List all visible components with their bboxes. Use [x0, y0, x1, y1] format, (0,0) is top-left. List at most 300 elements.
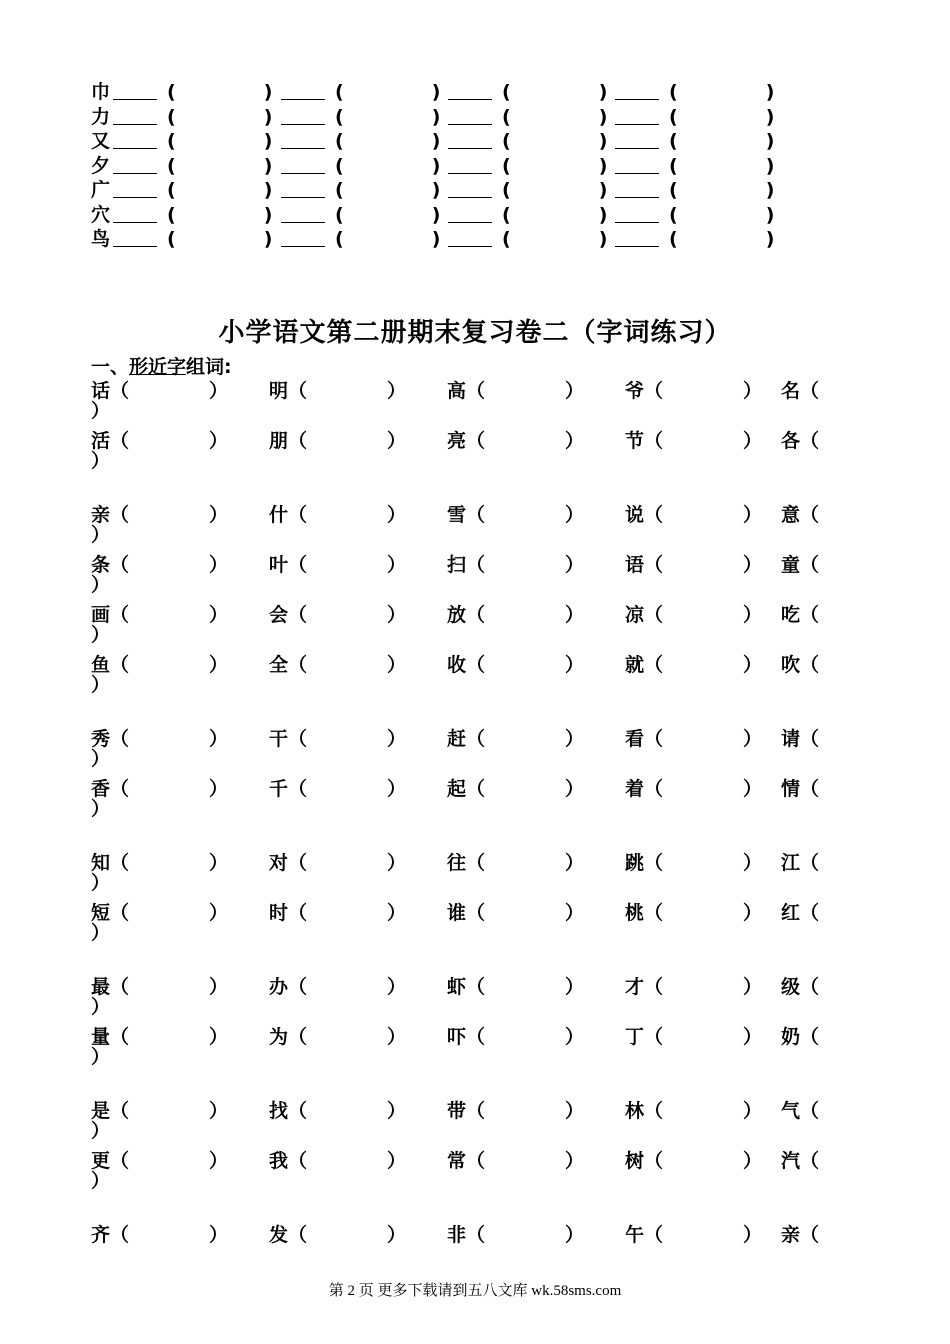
page-title: 小学语文第二册期末复习卷二（字词练习）: [218, 318, 732, 348]
exercise-item: [781, 726, 819, 752]
answer-close-paren: ）: [387, 554, 407, 576]
exercise-char: 扫: [447, 554, 467, 576]
open-paren: (: [335, 105, 344, 128]
exercise-char: 是: [91, 1100, 111, 1122]
wrapped-close-paren: ）: [91, 674, 111, 696]
answer-open-paren[interactable]: （: [288, 380, 308, 402]
fill-blank[interactable]: [281, 179, 325, 198]
answer-close-paren: ）: [209, 380, 229, 402]
radical-blank-group: [615, 129, 774, 154]
exercise-item: [625, 776, 762, 802]
answer-open-paren[interactable]: （: [644, 554, 664, 576]
exercise-item: [625, 1024, 762, 1050]
radical-blank-group: [281, 80, 440, 105]
exercise-item: [781, 974, 819, 1000]
exercise-item: [91, 428, 228, 454]
exercise-item: [91, 974, 228, 1000]
answer-open-paren[interactable]: （: [288, 852, 308, 874]
answer-open-paren[interactable]: （: [644, 852, 664, 874]
exercise-row: [91, 428, 851, 478]
exercise-item: [91, 502, 228, 528]
radical-blank-group: [615, 227, 774, 252]
radical-blank-group: [615, 105, 774, 130]
fill-blank[interactable]: [615, 179, 659, 198]
exercise-item: [91, 900, 228, 926]
answer-open-paren[interactable]: （: [288, 604, 308, 626]
answer-close-paren: ）: [387, 380, 407, 402]
close-paren: ): [598, 130, 608, 152]
answer-open-paren[interactable]: （: [644, 1150, 664, 1172]
fill-blank[interactable]: [281, 204, 325, 223]
answer-open-paren[interactable]: （: [644, 1026, 664, 1048]
close-paren: ): [263, 130, 273, 152]
exercise-item: [625, 378, 762, 404]
open-paren: (: [669, 130, 678, 152]
open-paren: (: [167, 228, 176, 250]
exercise-char: 亲: [91, 504, 111, 526]
answer-close-paren: ）: [209, 778, 229, 800]
answer-open-paren[interactable]: （: [644, 380, 664, 402]
fill-blank[interactable]: [615, 155, 659, 174]
exercise-char: 对: [269, 852, 289, 874]
exercise-char: 话: [91, 380, 111, 402]
exercise-char: 请: [781, 728, 801, 750]
answer-open-paren[interactable]: （: [466, 902, 486, 924]
fill-blank[interactable]: [113, 106, 157, 125]
exercise-item: [781, 502, 819, 528]
radical-blank-group: [281, 105, 440, 130]
exercise-row: [91, 850, 851, 900]
exercise-item: [625, 900, 762, 926]
answer-close-paren: ）: [743, 852, 763, 874]
answer-open-paren[interactable]: （: [800, 654, 820, 676]
radical-blank-group: [448, 203, 607, 228]
answer-close-paren: ）: [209, 1224, 229, 1246]
exercise-item: [781, 776, 819, 802]
answer-open-paren[interactable]: （: [110, 902, 130, 924]
answer-open-paren[interactable]: （: [466, 1150, 486, 1172]
answer-open-paren[interactable]: （: [800, 778, 820, 800]
answer-close-paren: ）: [209, 902, 229, 924]
fill-blank[interactable]: [615, 228, 659, 247]
answer-close-paren: ）: [209, 430, 229, 452]
exercise-char: 丁: [625, 1026, 645, 1048]
exercise-char: 语: [625, 554, 645, 576]
exercise-char: 干: [269, 728, 289, 750]
answer-open-paren[interactable]: （: [110, 728, 130, 750]
exercise-char: 桃: [625, 902, 645, 924]
radical-blank-group: [615, 203, 774, 228]
close-paren: ): [431, 130, 441, 152]
answer-open-paren[interactable]: （: [800, 852, 820, 874]
exercise-char: 为: [269, 1026, 289, 1048]
answer-close-paren: ）: [743, 380, 763, 402]
answer-close-paren: ）: [743, 1224, 763, 1246]
answer-close-paren: ）: [565, 1026, 585, 1048]
answer-open-paren[interactable]: （: [644, 654, 664, 676]
answer-open-paren[interactable]: （: [800, 380, 820, 402]
exercise-char: 着: [625, 778, 645, 800]
answer-open-paren[interactable]: （: [288, 1224, 308, 1246]
answer-open-paren[interactable]: （: [644, 902, 664, 924]
exercise-char: 各: [781, 430, 801, 452]
answer-open-paren[interactable]: （: [110, 604, 130, 626]
open-paren: (: [335, 154, 344, 177]
fill-blank[interactable]: [281, 130, 325, 149]
fill-blank[interactable]: [615, 204, 659, 223]
answer-open-paren[interactable]: （: [110, 1150, 130, 1172]
fill-blank[interactable]: [113, 81, 157, 100]
exercise-char: 条: [91, 554, 111, 576]
answer-open-paren[interactable]: （: [800, 430, 820, 452]
exercise-item: [625, 1098, 762, 1124]
answer-open-paren[interactable]: （: [644, 1224, 664, 1246]
section-suffix: 组词:: [186, 356, 232, 378]
exercise-char: 办: [269, 976, 289, 998]
exercise-char: 活: [91, 430, 111, 452]
exercise-char: 放: [447, 604, 467, 626]
exercise-item: [269, 602, 406, 628]
answer-open-paren[interactable]: （: [800, 1224, 820, 1246]
answer-close-paren: ）: [743, 902, 763, 924]
close-paren: ): [263, 179, 273, 201]
answer-open-paren[interactable]: （: [644, 976, 664, 998]
exercise-char: 说: [625, 504, 645, 526]
answer-close-paren: ）: [387, 1026, 407, 1048]
exercise-item: [447, 552, 584, 578]
exercise-char: 树: [625, 1150, 645, 1172]
answer-open-paren[interactable]: （: [800, 554, 820, 576]
answer-open-paren[interactable]: （: [800, 504, 820, 526]
exercise-char: 气: [781, 1100, 801, 1122]
exercise-char: 最: [91, 976, 111, 998]
open-paren: (: [502, 81, 511, 103]
answer-open-paren[interactable]: （: [110, 852, 130, 874]
fill-blank[interactable]: [448, 106, 492, 125]
close-paren: ): [263, 228, 273, 250]
fill-blank[interactable]: [113, 179, 157, 198]
exercise-char: 短: [91, 902, 111, 924]
exercise-item: [91, 602, 228, 628]
answer-close-paren: ）: [743, 554, 763, 576]
answer-open-paren[interactable]: （: [288, 554, 308, 576]
answer-open-paren[interactable]: （: [800, 1100, 820, 1122]
exercise-char: 江: [781, 852, 801, 874]
exercise-char: 吹: [781, 654, 801, 676]
exercise-item: [625, 1148, 762, 1174]
answer-open-paren[interactable]: （: [110, 976, 130, 998]
exercise-char: 亮: [447, 430, 467, 452]
radical-blank-group: [448, 154, 607, 179]
wrapped-close-paren: ）: [91, 400, 111, 422]
exercise-char: 爷: [625, 380, 645, 402]
close-paren: ): [598, 179, 608, 201]
exercise-item: [91, 1148, 228, 1174]
fill-blank[interactable]: [615, 81, 659, 100]
exercise-item: [625, 1222, 762, 1248]
answer-open-paren[interactable]: （: [466, 1026, 486, 1048]
exercise-row: [91, 974, 851, 1024]
answer-close-paren: ）: [209, 504, 229, 526]
answer-open-paren[interactable]: （: [800, 728, 820, 750]
exercise-item: [269, 378, 406, 404]
answer-open-paren[interactable]: （: [110, 430, 130, 452]
exercise-char: 带: [447, 1100, 467, 1122]
exercise-char: 千: [269, 778, 289, 800]
exercise-item: [625, 552, 762, 578]
exercise-item: [269, 850, 406, 876]
answer-open-paren[interactable]: （: [288, 1100, 308, 1122]
answer-open-paren[interactable]: （: [466, 1224, 486, 1246]
answer-close-paren: ）: [565, 554, 585, 576]
answer-close-paren: ）: [387, 902, 407, 924]
page-footer: 第 2 页 更多下载请到五八文库 wk.58sms.com: [328, 1283, 622, 1299]
open-paren: (: [167, 179, 176, 201]
exercise-item: [91, 1222, 228, 1248]
open-paren: (: [167, 130, 176, 152]
close-paren: ): [598, 81, 608, 103]
answer-open-paren[interactable]: （: [110, 1100, 130, 1122]
close-paren: ): [765, 203, 775, 226]
radical-blank-group: [113, 227, 272, 252]
answer-open-paren[interactable]: （: [288, 1026, 308, 1048]
answer-open-paren[interactable]: （: [466, 778, 486, 800]
answer-close-paren: ）: [565, 728, 585, 750]
fill-blank[interactable]: [113, 130, 157, 149]
exercise-char: 齐: [91, 1224, 111, 1246]
answer-close-paren: ）: [209, 1100, 229, 1122]
exercise-item: [269, 552, 406, 578]
answer-open-paren[interactable]: （: [110, 504, 130, 526]
answer-open-paren[interactable]: （: [110, 380, 130, 402]
close-paren: ): [765, 81, 775, 103]
radical-blank-group: [281, 178, 440, 203]
exercise-item: [781, 1098, 819, 1124]
fill-blank[interactable]: [281, 81, 325, 100]
radical-blank-group: [113, 80, 272, 105]
radical-blank-group: [113, 129, 272, 154]
radical-blank-group: [281, 227, 440, 252]
open-paren: (: [335, 228, 344, 250]
exercise-item: [269, 974, 406, 1000]
answer-close-paren: ）: [387, 778, 407, 800]
wrapped-close-paren: ）: [91, 450, 111, 472]
answer-open-paren[interactable]: （: [110, 654, 130, 676]
open-paren: (: [167, 203, 176, 226]
open-paren: (: [669, 179, 678, 201]
fill-blank[interactable]: [615, 130, 659, 149]
answer-open-paren[interactable]: （: [644, 778, 664, 800]
wrapped-close-paren: ）: [91, 524, 111, 546]
fill-blank[interactable]: [113, 228, 157, 247]
radical-char: 鸟: [91, 228, 111, 250]
exercise-item: [269, 726, 406, 752]
radical-blank-group: [448, 227, 607, 252]
answer-open-paren[interactable]: （: [466, 604, 486, 626]
answer-open-paren[interactable]: （: [800, 604, 820, 626]
exercise-row: [91, 1148, 851, 1198]
exercise-item: [625, 850, 762, 876]
exercise-row: [91, 652, 851, 702]
close-paren: ): [765, 105, 775, 128]
answer-close-paren: ）: [743, 1026, 763, 1048]
fill-blank[interactable]: [281, 228, 325, 247]
exercise-item: [269, 776, 406, 802]
answer-open-paren[interactable]: （: [800, 1150, 820, 1172]
answer-open-paren[interactable]: （: [110, 778, 130, 800]
answer-close-paren: ）: [565, 852, 585, 874]
answer-open-paren[interactable]: （: [288, 654, 308, 676]
answer-open-paren[interactable]: （: [288, 504, 308, 526]
answer-close-paren: ）: [565, 654, 585, 676]
open-paren: (: [669, 81, 678, 103]
exercise-char: 高: [447, 380, 467, 402]
answer-close-paren: ）: [387, 1100, 407, 1122]
exercise-item: [625, 502, 762, 528]
open-paren: (: [502, 154, 511, 177]
answer-open-paren[interactable]: （: [466, 728, 486, 750]
exercise-item: [781, 602, 819, 628]
exercise-char: 朋: [269, 430, 289, 452]
exercise-item: [91, 726, 228, 752]
open-paren: (: [167, 154, 176, 177]
answer-close-paren: ）: [743, 976, 763, 998]
answer-open-paren[interactable]: （: [466, 504, 486, 526]
section-prefix: 一、: [91, 356, 130, 378]
wrapped-close-paren: ）: [91, 1170, 111, 1192]
answer-open-paren[interactable]: （: [466, 976, 486, 998]
answer-open-paren[interactable]: （: [466, 1100, 486, 1122]
wrapped-close-paren: ）: [91, 624, 111, 646]
answer-open-paren[interactable]: （: [466, 430, 486, 452]
exercise-row: [91, 1024, 851, 1074]
exercise-item: [269, 1222, 406, 1248]
fill-blank[interactable]: [615, 106, 659, 125]
answer-close-paren: ）: [565, 430, 585, 452]
exercise-char: 名: [781, 380, 801, 402]
answer-close-paren: ）: [565, 1100, 585, 1122]
open-paren: (: [502, 105, 511, 128]
open-paren: (: [669, 203, 678, 226]
exercise-item: [91, 850, 228, 876]
open-paren: (: [669, 228, 678, 250]
exercise-char: 更: [91, 1150, 111, 1172]
open-paren: (: [669, 105, 678, 128]
exercise-char: 童: [781, 554, 801, 576]
fill-blank[interactable]: [448, 228, 492, 247]
wrapped-close-paren: ）: [91, 922, 111, 944]
answer-open-paren[interactable]: （: [288, 778, 308, 800]
exercise-char: 就: [625, 654, 645, 676]
open-paren: (: [335, 130, 344, 152]
exercise-row: [91, 726, 851, 776]
answer-open-paren[interactable]: （: [466, 380, 486, 402]
close-paren: ): [765, 130, 775, 152]
close-paren: ): [263, 203, 273, 226]
answer-open-paren[interactable]: （: [288, 430, 308, 452]
answer-open-paren[interactable]: （: [644, 728, 664, 750]
answer-close-paren: ）: [209, 852, 229, 874]
exercise-char: 雪: [447, 504, 467, 526]
radical-char: 穴: [91, 203, 111, 226]
answer-open-paren[interactable]: （: [644, 1100, 664, 1122]
exercise-char: 非: [447, 1224, 467, 1246]
answer-close-paren: ）: [565, 380, 585, 402]
fill-blank[interactable]: [448, 155, 492, 174]
answer-open-paren[interactable]: （: [466, 852, 486, 874]
exercise-row: [91, 502, 851, 552]
answer-close-paren: ）: [743, 654, 763, 676]
exercise-char: 吓: [447, 1026, 467, 1048]
exercise-char: 亲: [781, 1224, 801, 1246]
close-paren: ): [431, 154, 441, 177]
word-exercise: [91, 378, 851, 1272]
exercise-item: [447, 378, 584, 404]
radical-char: 夕: [91, 154, 111, 177]
exercise-item: [269, 1024, 406, 1050]
exercise-item: [781, 850, 819, 876]
exercise-char: 凉: [625, 604, 645, 626]
open-paren: (: [335, 203, 344, 226]
answer-open-paren[interactable]: （: [110, 1224, 130, 1246]
radical-char: 又: [91, 130, 111, 152]
fill-blank[interactable]: [113, 155, 157, 174]
answer-open-paren[interactable]: （: [800, 1026, 820, 1048]
fill-blank[interactable]: [281, 155, 325, 174]
wrapped-close-paren: ）: [91, 798, 111, 820]
answer-open-paren[interactable]: （: [288, 1150, 308, 1172]
fill-blank[interactable]: [448, 81, 492, 100]
answer-open-paren[interactable]: （: [644, 604, 664, 626]
answer-open-paren[interactable]: （: [466, 554, 486, 576]
answer-open-paren[interactable]: （: [288, 902, 308, 924]
close-paren: ): [598, 154, 608, 177]
fill-blank[interactable]: [448, 130, 492, 149]
fill-blank[interactable]: [448, 179, 492, 198]
answer-open-paren[interactable]: （: [288, 728, 308, 750]
answer-open-paren[interactable]: （: [800, 902, 820, 924]
answer-open-paren[interactable]: （: [110, 1026, 130, 1048]
exercise-char: 级: [781, 976, 801, 998]
answer-close-paren: ）: [743, 430, 763, 452]
answer-close-paren: ）: [209, 654, 229, 676]
exercise-item: [447, 602, 584, 628]
answer-open-paren[interactable]: （: [466, 654, 486, 676]
answer-open-paren[interactable]: （: [644, 430, 664, 452]
close-paren: ): [598, 105, 608, 128]
answer-close-paren: ）: [209, 604, 229, 626]
fill-blank[interactable]: [448, 204, 492, 223]
fill-blank[interactable]: [281, 106, 325, 125]
exercise-item: [91, 378, 228, 404]
answer-open-paren[interactable]: （: [110, 554, 130, 576]
exercise-row: [91, 552, 851, 602]
open-paren: (: [335, 81, 344, 103]
radical-blank-group: [615, 154, 774, 179]
exercise-item: [91, 652, 228, 678]
close-paren: ): [765, 228, 775, 250]
answer-close-paren: ）: [565, 778, 585, 800]
exercise-char: 跳: [625, 852, 645, 874]
answer-open-paren[interactable]: （: [644, 504, 664, 526]
exercise-char: 谁: [447, 902, 467, 924]
answer-open-paren[interactable]: （: [800, 976, 820, 998]
exercise-item: [781, 1148, 819, 1174]
exercise-item: [447, 900, 584, 926]
answer-open-paren[interactable]: （: [288, 976, 308, 998]
fill-blank[interactable]: [113, 204, 157, 223]
answer-close-paren: ）: [743, 1100, 763, 1122]
